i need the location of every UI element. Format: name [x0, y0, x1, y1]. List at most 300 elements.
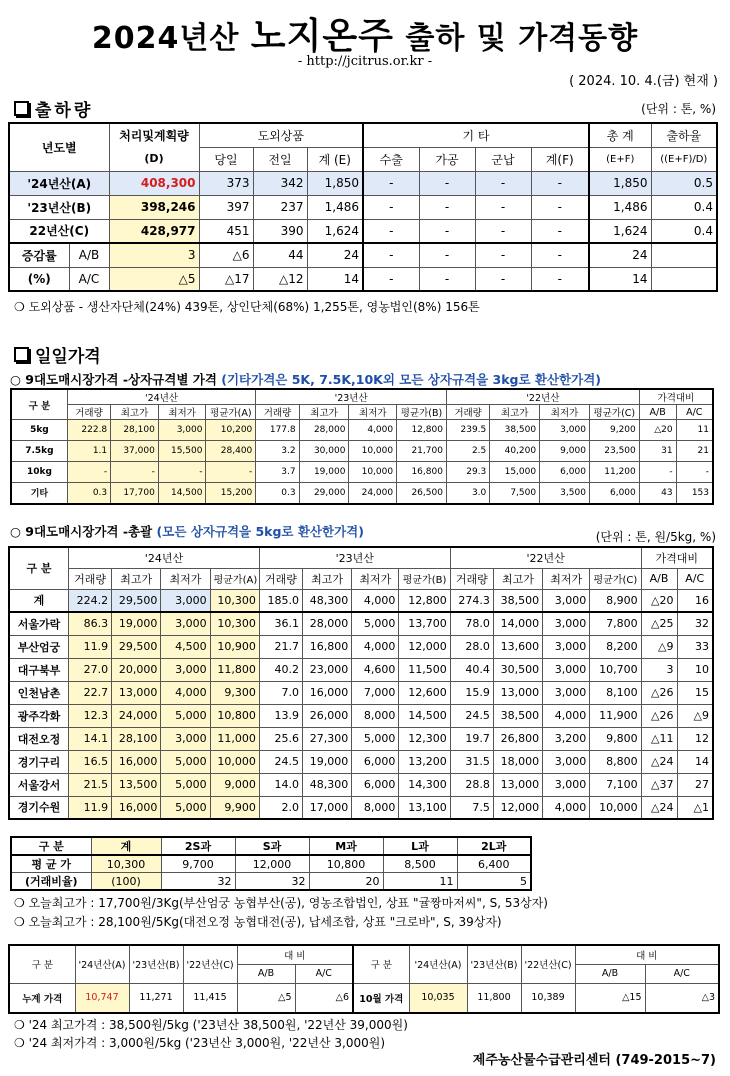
- row-year: '23년산(B): [9, 195, 109, 219]
- month-col-ab: A/B: [575, 964, 645, 983]
- col-max: 최고가: [112, 568, 161, 589]
- market-cell: 6,000: [352, 750, 399, 773]
- section-daily-title: [14, 342, 101, 367]
- market-cell: 11,000: [210, 727, 259, 750]
- shipment-row: [9, 195, 717, 219]
- size-cell: 6,000: [540, 462, 590, 483]
- market-cell: 4,000: [352, 589, 399, 612]
- market-cell: 12,800: [399, 589, 450, 612]
- diff-cell: A/C: [69, 267, 109, 291]
- today-max-note-2: ❍ 오늘최고가 : 28,100원/5Kg(대전오정 농협대전(공), 납세조합, 상표 "크로바", S, 39상자): [14, 915, 502, 929]
- market-cell: 9,000: [210, 773, 259, 796]
- row-cell: 1,850: [307, 171, 363, 195]
- section-daily-label: 일일가격: [35, 347, 101, 367]
- market-cell: △11: [641, 727, 677, 750]
- size-header-22: '22년산: [446, 389, 639, 405]
- size-cell: 0.3: [67, 483, 110, 504]
- market-label: 서울강서: [9, 773, 69, 796]
- market-cell: 28.0: [450, 635, 493, 658]
- size-cell: 239.5: [446, 420, 489, 441]
- size-cell: 24,000: [349, 483, 397, 504]
- diff-cell: -: [531, 243, 589, 267]
- col-avg-c: 평균가(C): [590, 568, 641, 589]
- market-cell: 11.9: [69, 635, 112, 658]
- size-label: 10kg: [11, 462, 67, 483]
- month-header-gubun: 구 분: [353, 945, 409, 983]
- market-cell: 19,000: [302, 750, 351, 773]
- market-cell: 8,200: [590, 635, 641, 658]
- market-cell: 7,100: [590, 773, 641, 796]
- market-label: 계: [9, 589, 69, 612]
- grade-ratio-value: (100): [91, 873, 161, 891]
- market-cell: 3,000: [161, 589, 210, 612]
- market-cell: 11,800: [210, 658, 259, 681]
- market-cell: 9,300: [210, 681, 259, 704]
- market-cell: 224.2: [69, 589, 112, 612]
- grade-header: 계: [91, 837, 161, 855]
- total-header-cmp: 가격대비: [641, 547, 713, 568]
- size-cell: 29.3: [446, 462, 489, 483]
- total-header-gubun: 구 분: [9, 547, 69, 589]
- diff-cell: △12: [253, 267, 307, 291]
- market-cell: 10,300: [210, 589, 259, 612]
- size-subtitle: [10, 370, 601, 388]
- col-vol: 거래량: [259, 568, 302, 589]
- cum-header-23: '23년산(B): [129, 945, 183, 983]
- market-cell: 19.7: [450, 727, 493, 750]
- unit-label: (단위 : 톤, %): [641, 102, 716, 116]
- row-cell: 390: [253, 219, 307, 243]
- size-cell: 6,000: [589, 483, 639, 504]
- header-plan-sub: (D): [109, 147, 199, 171]
- size-cell: 26,500: [397, 483, 447, 504]
- col-vol: 거래량: [67, 405, 110, 420]
- header-rate-sub: ((E+F)/D): [651, 147, 717, 171]
- market-cell: 3,000: [161, 727, 210, 750]
- market-cell: 2.0: [259, 796, 302, 819]
- market-cell: 13,000: [112, 681, 161, 704]
- grade-header: 2L과: [457, 837, 531, 855]
- row-year: '24년산(A): [9, 171, 109, 195]
- market-cell: △24: [641, 796, 677, 819]
- grade-ratio-value: 32: [235, 873, 309, 891]
- market-cell: 10,900: [210, 635, 259, 658]
- market-cell: 27.0: [69, 658, 112, 681]
- market-cell: 15: [677, 681, 713, 704]
- size-cell: -: [676, 462, 713, 483]
- size-header-cmp: 가격대비: [639, 389, 713, 405]
- size-cell: 0.3: [256, 483, 299, 504]
- market-cell: 11.9: [69, 796, 112, 819]
- market-label: 인천남촌: [9, 681, 69, 704]
- size-header-24: '24년산: [67, 389, 255, 405]
- size-cell: 10,000: [349, 441, 397, 462]
- diff-cell: △5: [109, 267, 199, 291]
- page-title: [0, 8, 730, 59]
- header-rate: 출하율: [651, 123, 717, 147]
- row-cell: 428,977: [109, 219, 199, 243]
- diff-cell: 14: [307, 267, 363, 291]
- size-cell: △20: [639, 420, 676, 441]
- size-cell: 43: [639, 483, 676, 504]
- market-cell: △37: [641, 773, 677, 796]
- market-cell: 12,600: [399, 681, 450, 704]
- market-cell: 4,600: [352, 658, 399, 681]
- row-cell: -: [363, 195, 419, 219]
- market-cell: 20,000: [112, 658, 161, 681]
- header-today: 당일: [199, 147, 253, 171]
- market-cell: 16: [677, 589, 713, 612]
- cum-value-24: 10,747: [75, 983, 129, 1013]
- row-cell: 0.5: [651, 171, 717, 195]
- diff-cell: [651, 267, 717, 291]
- market-cell: △9: [641, 635, 677, 658]
- market-cell: 24.5: [259, 750, 302, 773]
- market-cell: 12,000: [493, 796, 542, 819]
- diff-cell: 24: [307, 243, 363, 267]
- market-cell: 36.1: [259, 612, 302, 635]
- cumulative-price-table: [8, 944, 720, 1014]
- market-cell: 14.0: [259, 773, 302, 796]
- cum-col-ac: A/C: [295, 964, 353, 983]
- size-label: 7.5kg: [11, 441, 67, 462]
- diff-row: [9, 267, 717, 291]
- size-cell: 10,000: [349, 462, 397, 483]
- market-cell: △26: [641, 704, 677, 727]
- size-cell: 37,000: [111, 441, 159, 462]
- market-cell: 10,300: [210, 612, 259, 635]
- size-cell: 31: [639, 441, 676, 462]
- market-cell: 86.3: [69, 612, 112, 635]
- market-cell: 48,300: [302, 773, 351, 796]
- month-value-ac: △3: [645, 983, 719, 1013]
- size-row: [11, 462, 713, 483]
- grade-avg-label: 평 균 가: [11, 855, 91, 873]
- market-cell: 17,000: [302, 796, 351, 819]
- market-cell: 13,000: [493, 773, 542, 796]
- diff-cell: △17: [199, 267, 253, 291]
- diff-cell: 14: [589, 267, 651, 291]
- market-cell: 3,000: [543, 658, 590, 681]
- checkbox-square-icon: [14, 347, 29, 362]
- size-cell: -: [639, 462, 676, 483]
- header-total: 총 계: [589, 123, 651, 147]
- market-cell: 4,000: [543, 796, 590, 819]
- market-label: 대전오정: [9, 727, 69, 750]
- market-cell: 16,000: [112, 796, 161, 819]
- grade-ratio-value: 32: [161, 873, 235, 891]
- size-cell: -: [206, 462, 256, 483]
- row-cell: -: [531, 219, 589, 243]
- row-cell: 342: [253, 171, 307, 195]
- market-cell: 3,000: [543, 635, 590, 658]
- month-value-ab: △15: [575, 983, 645, 1013]
- grade-ratio-row: [11, 873, 531, 891]
- diff-cell: -: [419, 267, 475, 291]
- row-cell: -: [419, 171, 475, 195]
- market-cell: 8,100: [590, 681, 641, 704]
- row-cell: -: [475, 195, 531, 219]
- grade-ratio-value: 5: [457, 873, 531, 891]
- month-value-22: 10,389: [521, 983, 575, 1013]
- month-label: 10월 가격: [353, 983, 409, 1013]
- market-cell: 14: [677, 750, 713, 773]
- market-cell: 33: [677, 635, 713, 658]
- month-header-24: '24년산(A): [409, 945, 467, 983]
- market-cell: 12,000: [399, 635, 450, 658]
- row-cell: 1,624: [589, 219, 651, 243]
- col-max: 최고가: [490, 405, 540, 420]
- market-cell: 29,500: [112, 589, 161, 612]
- shipment-row: [9, 219, 717, 243]
- title-main: 노지온주: [250, 16, 394, 57]
- size-cell: 1.1: [67, 441, 110, 462]
- section-shipment-label: 출하량: [35, 101, 94, 121]
- size-cell: 10,200: [206, 420, 256, 441]
- row-cell: 1,486: [589, 195, 651, 219]
- size-cell: 21,700: [397, 441, 447, 462]
- size-cell: 7,500: [490, 483, 540, 504]
- month-header-cmp: 대 비: [575, 945, 719, 964]
- diff-cell: 24: [589, 243, 651, 267]
- market-cell: 12,300: [399, 727, 450, 750]
- diff-cell: 44: [253, 243, 307, 267]
- market-cell: △25: [641, 612, 677, 635]
- market-cell: 4,500: [161, 635, 210, 658]
- diff-cell: △6: [199, 243, 253, 267]
- market-label: 대구북부: [9, 658, 69, 681]
- market-cell: 19,000: [112, 612, 161, 635]
- market-cell: 24.5: [450, 704, 493, 727]
- market-cell: 38,500: [493, 589, 542, 612]
- market-row: [9, 727, 713, 750]
- market-cell: 13,700: [399, 612, 450, 635]
- diff-cell: -: [475, 267, 531, 291]
- diff-cell: A/B: [69, 243, 109, 267]
- size-cell: 15,200: [206, 483, 256, 504]
- cum-header-cmp: 대 비: [237, 945, 353, 964]
- size-cell: 15,500: [158, 441, 206, 462]
- market-cell: 13,100: [399, 796, 450, 819]
- month-value-24: 10,035: [409, 983, 467, 1013]
- market-cell: 7,000: [352, 681, 399, 704]
- diff-cell: -: [531, 267, 589, 291]
- row-cell: 1,486: [307, 195, 363, 219]
- grade-avg-value: 8,500: [383, 855, 457, 873]
- market-cell: 13,200: [399, 750, 450, 773]
- diff-row: [9, 243, 717, 267]
- market-cell: 3,000: [543, 589, 590, 612]
- unit-label-2: (단위 : 톤, 원/5kg, %): [595, 530, 716, 544]
- cum-label: 누계 가격: [9, 983, 75, 1013]
- grade-header: 2S과: [161, 837, 235, 855]
- size-cell: 9,200: [589, 420, 639, 441]
- size-label: 5kg: [11, 420, 67, 441]
- cum-header-22: '22년산(C): [183, 945, 237, 983]
- size-cell: 30,000: [299, 441, 349, 462]
- month-value-23: 11,800: [467, 983, 521, 1013]
- market-label: 광주각화: [9, 704, 69, 727]
- grade-header: 구 분: [11, 837, 91, 855]
- row-cell: -: [475, 171, 531, 195]
- header-sum-e: 계 (E): [307, 147, 363, 171]
- market-cell: 3,000: [543, 773, 590, 796]
- cum-value-ab: △5: [237, 983, 295, 1013]
- title-prefix: 2024년산: [91, 21, 240, 56]
- month-col-ac: A/C: [645, 964, 719, 983]
- header-other: 기 타: [363, 123, 589, 147]
- header-year: 년도별: [9, 123, 109, 171]
- market-cell: 3,000: [161, 658, 210, 681]
- market-row: [9, 589, 713, 612]
- size-cell: 40,200: [490, 441, 540, 462]
- market-row: [9, 773, 713, 796]
- diff-label: (%): [9, 267, 69, 291]
- cum-value-ac: △6: [295, 983, 353, 1013]
- row-cell: 398,246: [109, 195, 199, 219]
- market-cell: 27,300: [302, 727, 351, 750]
- market-cell: △20: [641, 589, 677, 612]
- row-cell: -: [419, 219, 475, 243]
- col-ac: A/C: [677, 568, 713, 589]
- cum-value-22: 11,415: [183, 983, 237, 1013]
- total-price-table: [8, 546, 714, 820]
- market-cell: 21.5: [69, 773, 112, 796]
- market-row: [9, 612, 713, 635]
- col-min: 최저가: [352, 568, 399, 589]
- market-cell: 28,100: [112, 727, 161, 750]
- size-cell: 9,000: [540, 441, 590, 462]
- section-shipment-title: [14, 96, 93, 121]
- cum-header-24: '24년산(A): [75, 945, 129, 983]
- grade-header: M과: [309, 837, 383, 855]
- size-cell: 17,700: [111, 483, 159, 504]
- grade-header: S과: [235, 837, 309, 855]
- market-cell: 8,000: [352, 704, 399, 727]
- size-header-gubun: 구 분: [11, 389, 67, 420]
- market-cell: △24: [641, 750, 677, 773]
- size-cell: 3,000: [540, 420, 590, 441]
- outside-note: ❍ 도외상품 - 생산자단체(24%) 439톤, 상인단체(68%) 1,255톤, 영농법인(8%) 156톤: [14, 300, 480, 314]
- cum-value-23: 11,271: [129, 983, 183, 1013]
- market-cell: 10: [677, 658, 713, 681]
- market-cell: 6,000: [352, 773, 399, 796]
- size-cell: 28,400: [206, 441, 256, 462]
- col-avg-c: 평균가(C): [589, 405, 639, 420]
- size-subtitle-note: (기타가격은 5K, 7.5K,10K외 모든 상자규격을 3kg로 환산한가격): [221, 372, 601, 387]
- market-label: 경기수원: [9, 796, 69, 819]
- row-cell: 0.4: [651, 195, 717, 219]
- row-cell: -: [475, 219, 531, 243]
- size-cell: 16,800: [397, 462, 447, 483]
- market-cell: 5,000: [161, 796, 210, 819]
- size-cell: 23,500: [589, 441, 639, 462]
- grade-avg-row: [11, 855, 531, 873]
- size-cell: 3.7: [256, 462, 299, 483]
- market-cell: 27: [677, 773, 713, 796]
- col-min: 최저가: [543, 568, 590, 589]
- market-cell: 5,000: [161, 750, 210, 773]
- market-row: [9, 658, 713, 681]
- market-cell: 5,000: [352, 727, 399, 750]
- total-subtitle: [10, 522, 364, 540]
- col-vol: 거래량: [69, 568, 112, 589]
- market-cell: 78.0: [450, 612, 493, 635]
- market-cell: 16,800: [302, 635, 351, 658]
- col-max: 최고가: [493, 568, 542, 589]
- size-price-table: [10, 388, 714, 505]
- col-avg-b: 평균가(B): [397, 405, 447, 420]
- row-cell: -: [363, 171, 419, 195]
- shipment-table: [8, 122, 718, 292]
- cum-header-gubun: 구 분: [9, 945, 75, 983]
- row-cell: 408,300: [109, 171, 199, 195]
- title-suffix: 출하 및 가격동향: [405, 21, 639, 56]
- size-subtitle-label: ○ 9대도매시장가격 -상자규격별 가격: [10, 372, 217, 387]
- grade-ratio-value: 11: [383, 873, 457, 891]
- size-cell: 11: [676, 420, 713, 441]
- market-cell: 29,500: [112, 635, 161, 658]
- market-cell: △9: [677, 704, 713, 727]
- market-label: 서울가락: [9, 612, 69, 635]
- market-cell: 31.5: [450, 750, 493, 773]
- market-cell: 14.1: [69, 727, 112, 750]
- size-cell: 177.8: [256, 420, 299, 441]
- size-cell: 38,500: [490, 420, 540, 441]
- site-url[interactable]: - http://jcitrus.or.kr -: [297, 54, 433, 69]
- shipment-row: [9, 171, 717, 195]
- total-subtitle-note: (모든 상자규격을 5kg로 환산한가격): [156, 524, 364, 539]
- market-row: [9, 635, 713, 658]
- market-cell: 11,900: [590, 704, 641, 727]
- size-cell: 2.5: [446, 441, 489, 462]
- market-cell: 11,500: [399, 658, 450, 681]
- row-cell: 1,624: [307, 219, 363, 243]
- market-cell: 5,000: [352, 612, 399, 635]
- market-cell: 4,000: [543, 704, 590, 727]
- market-cell: 8,800: [590, 750, 641, 773]
- size-cell: 222.8: [67, 420, 110, 441]
- market-cell: 15.9: [450, 681, 493, 704]
- size-cell: 3,500: [540, 483, 590, 504]
- col-max: 최고가: [299, 405, 349, 420]
- header-plan: 처리및계획량: [109, 123, 199, 147]
- market-cell: 14,500: [399, 704, 450, 727]
- market-cell: 5,000: [161, 704, 210, 727]
- size-header-23: '23년산: [256, 389, 447, 405]
- grade-header-row: [11, 837, 531, 855]
- size-cell: 21: [676, 441, 713, 462]
- market-cell: 10,800: [210, 704, 259, 727]
- header-sum-f: 계(F): [531, 147, 589, 171]
- size-cell: -: [67, 462, 110, 483]
- market-cell: 18,000: [493, 750, 542, 773]
- market-cell: △26: [641, 681, 677, 704]
- col-min: 최저가: [540, 405, 590, 420]
- diff-cell: -: [363, 267, 419, 291]
- market-cell: 274.3: [450, 589, 493, 612]
- market-cell: 26,800: [493, 727, 542, 750]
- market-cell: 28,000: [302, 612, 351, 635]
- diff-label: 증감률: [9, 243, 69, 267]
- market-cell: 3,000: [543, 612, 590, 635]
- size-cell: -: [158, 462, 206, 483]
- market-cell: 10,700: [590, 658, 641, 681]
- total-subtitle-label: ○ 9대도매시장가격 -총괄: [10, 524, 153, 539]
- market-cell: 3,000: [543, 750, 590, 773]
- market-cell: 14,000: [493, 612, 542, 635]
- row-cell: 0.4: [651, 219, 717, 243]
